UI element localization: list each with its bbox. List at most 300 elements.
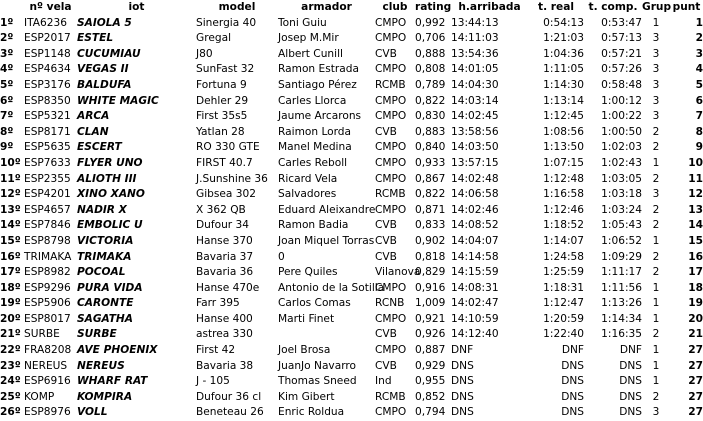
- club-cell: Ind: [375, 375, 392, 388]
- sail-number-cell: ESP8982: [24, 266, 71, 279]
- arrival-time-cell: DNF: [451, 344, 474, 357]
- model-cell: Dufour 34: [196, 219, 249, 232]
- model-cell: First 35s5: [196, 110, 248, 123]
- header-position: [0, 0, 24, 16]
- group-cell: 1: [652, 297, 660, 310]
- owner-cell: Joel Brosa: [278, 344, 331, 357]
- table-row: [0, 343, 703, 359]
- table-row: [0, 327, 703, 343]
- group-cell: 2: [652, 250, 660, 263]
- rating-cell: 0,818: [415, 250, 446, 263]
- club-cell: CVB: [375, 328, 397, 341]
- results-body: [0, 16, 703, 421]
- points-cell: 13: [688, 203, 703, 216]
- yacht-name-cell: PURA VIDA: [77, 281, 143, 294]
- owner-cell: Salvadores: [278, 188, 337, 201]
- table-row: [0, 125, 703, 141]
- sail-number-cell: ESP4634: [24, 63, 71, 76]
- group-cell: 2: [652, 328, 660, 341]
- position-cell: 12º: [0, 188, 21, 201]
- arrival-time-cell: DNS: [451, 390, 474, 403]
- owner-cell: Santiago Pérez: [278, 78, 357, 91]
- points-cell: 18: [688, 281, 703, 294]
- points-cell: 8: [695, 125, 703, 138]
- real-time-cell: 1:13:14: [543, 94, 584, 107]
- club-cell: CMPO: [375, 63, 407, 76]
- header-row: [0, 0, 703, 16]
- model-cell: Dehler 29: [196, 94, 249, 107]
- real-time-cell: DNS: [561, 390, 584, 403]
- group-cell: 2: [652, 172, 660, 185]
- real-time-cell: 1:18:31: [543, 281, 584, 294]
- rating-cell: 0,830: [415, 110, 446, 123]
- sail-number-cell: ESP9296: [24, 281, 71, 294]
- points-cell: 9: [695, 141, 703, 154]
- real-time-cell: 1:24:58: [543, 250, 584, 263]
- position-cell: 26º: [0, 406, 21, 419]
- group-cell: 1: [652, 234, 660, 247]
- corrected-time-cell: 0:58:48: [601, 78, 642, 91]
- points-cell: 12: [688, 188, 703, 201]
- points-cell: 3: [695, 47, 703, 60]
- yacht-name-cell: NADIR X: [77, 203, 127, 216]
- table-row: [0, 390, 703, 406]
- header-points: punt: [672, 1, 701, 13]
- model-cell: SunFast 32: [196, 63, 255, 76]
- position-cell: 18º: [0, 281, 21, 294]
- model-cell: Bavaria 36: [196, 266, 254, 279]
- rating-cell: 0,833: [415, 219, 446, 232]
- table-row: [0, 374, 703, 390]
- table-row: [0, 281, 703, 297]
- yacht-name-cell: ALIOTH III: [77, 172, 137, 185]
- arrival-time-cell: 14:11:03: [451, 32, 499, 45]
- corrected-time-cell: 1:00:22: [601, 110, 642, 123]
- model-cell: X 362 QB: [196, 203, 246, 216]
- yacht-name-cell: NEREUS: [77, 359, 125, 372]
- sail-number-cell: ESP3176: [24, 78, 71, 91]
- yacht-name-cell: ESTEL: [77, 32, 114, 45]
- club-cell: CMPO: [375, 141, 407, 154]
- owner-cell: Carlos Comas: [278, 297, 351, 310]
- arrival-time-cell: 14:02:48: [451, 172, 499, 185]
- sail-number-cell: SURBE: [24, 328, 60, 341]
- arrival-time-cell: 14:12:40: [451, 328, 499, 341]
- arrival-time-cell: 14:15:59: [451, 266, 499, 279]
- points-cell: 21: [688, 328, 703, 341]
- real-time-cell: 1:20:59: [543, 312, 584, 325]
- model-cell: astrea 330: [196, 328, 253, 341]
- owner-cell: Josep M.Mir: [278, 32, 339, 45]
- points-cell: 1: [695, 16, 703, 29]
- rating-cell: 0,829: [415, 266, 446, 279]
- group-cell: 2: [652, 266, 660, 279]
- points-cell: 4: [695, 63, 703, 76]
- rating-cell: 0,808: [415, 63, 446, 76]
- club-cell: RCNB: [375, 297, 405, 310]
- yacht-name-cell: CARONTE: [77, 297, 134, 310]
- arrival-time-cell: 14:03:14: [451, 94, 499, 107]
- arrival-time-cell: 14:04:30: [451, 78, 499, 91]
- sail-number-cell: ESP8017: [24, 312, 71, 325]
- position-cell: 1º: [0, 16, 14, 29]
- header-real-time: t. real: [538, 1, 574, 13]
- rating-cell: 0,840: [415, 141, 446, 154]
- owner-cell: Ramon Badia: [278, 219, 349, 232]
- corrected-time-cell: 1:14:34: [601, 312, 642, 325]
- points-cell: 5: [695, 78, 703, 91]
- group-cell: 1: [652, 359, 660, 372]
- corrected-time-cell: 0:53:47: [601, 16, 642, 29]
- yacht-name-cell: CLAN: [77, 125, 109, 138]
- corrected-time-cell: 1:00:50: [601, 125, 642, 138]
- table-header: [0, 0, 703, 16]
- corrected-time-cell: 1:03:24: [601, 203, 642, 216]
- model-cell: RO 330 GTE: [196, 141, 260, 154]
- table-row: [0, 156, 703, 172]
- table-row: [0, 109, 703, 125]
- club-cell: CMPO: [375, 406, 407, 419]
- yacht-name-cell: SURBE: [77, 328, 117, 341]
- header-corrected-time: t. comp.: [588, 1, 638, 13]
- points-cell: 17: [688, 266, 703, 279]
- table-row: [0, 218, 703, 234]
- model-cell: Fortuna 9: [196, 78, 247, 91]
- arrival-time-cell: 14:01:05: [451, 63, 499, 76]
- rating-cell: 0,926: [415, 328, 446, 341]
- corrected-time-cell: 0:57:13: [601, 32, 642, 45]
- group-cell: 1: [652, 312, 660, 325]
- points-cell: 27: [688, 406, 703, 419]
- group-cell: 2: [652, 125, 660, 138]
- real-time-cell: DNS: [561, 359, 584, 372]
- points-cell: 19: [688, 297, 703, 310]
- arrival-time-cell: 14:02:45: [451, 110, 499, 123]
- corrected-time-cell: 1:06:52: [601, 234, 642, 247]
- arrival-time-cell: 14:08:52: [451, 219, 499, 232]
- position-cell: 3º: [0, 47, 14, 60]
- group-cell: 3: [652, 47, 660, 60]
- sail-number-cell: ESP4657: [24, 203, 71, 216]
- corrected-time-cell: 1:00:12: [601, 94, 642, 107]
- sail-number-cell: ESP5321: [24, 110, 71, 123]
- table-row: [0, 31, 703, 47]
- real-time-cell: 1:12:47: [543, 297, 584, 310]
- position-cell: 5º: [0, 78, 14, 91]
- club-cell: CMPO: [375, 16, 407, 29]
- group-cell: 2: [652, 390, 660, 403]
- yacht-name-cell: SAGATHA: [77, 312, 133, 325]
- arrival-time-cell: DNS: [451, 359, 474, 372]
- real-time-cell: 1:18:52: [543, 219, 584, 232]
- corrected-time-cell: DNS: [619, 359, 642, 372]
- yacht-name-cell: EMBOLIC U: [77, 219, 143, 232]
- club-cell: CMPO: [375, 344, 407, 357]
- position-cell: 19º: [0, 297, 21, 310]
- table-row: [0, 312, 703, 328]
- points-cell: 20: [688, 312, 703, 325]
- sail-number-cell: ESP8976: [24, 406, 71, 419]
- real-time-cell: 1:21:03: [543, 32, 584, 45]
- table-row: [0, 187, 703, 203]
- owner-cell: Marti Finet: [278, 312, 335, 325]
- club-cell: CMPO: [375, 156, 407, 169]
- group-cell: 3: [652, 32, 660, 45]
- owner-cell: Joan Miquel Torras: [278, 234, 375, 247]
- position-cell: 22º: [0, 344, 21, 357]
- table-row: [0, 62, 703, 78]
- owner-cell: Raimon Lorda: [278, 125, 352, 138]
- yacht-name-cell: ESCERT: [77, 141, 122, 154]
- rating-cell: 0,887: [415, 344, 446, 357]
- model-cell: Gregal: [196, 32, 232, 45]
- position-cell: 7º: [0, 110, 14, 123]
- club-cell: CMPO: [375, 110, 407, 123]
- yacht-name-cell: POCOAL: [77, 266, 126, 279]
- club-cell: CVB: [375, 47, 397, 60]
- header-sail-number: nº vela: [29, 1, 72, 13]
- model-cell: J80: [196, 47, 213, 60]
- real-time-cell: DNS: [561, 375, 584, 388]
- model-cell: Hanse 470e: [196, 281, 260, 294]
- points-cell: 2: [695, 32, 703, 45]
- real-time-cell: 1:12:46: [543, 203, 584, 216]
- position-cell: 6º: [0, 94, 14, 107]
- rating-cell: 0,871: [415, 203, 446, 216]
- group-cell: 3: [652, 406, 660, 419]
- corrected-time-cell: 1:02:03: [601, 141, 642, 154]
- corrected-time-cell: 0:57:26: [601, 63, 642, 76]
- real-time-cell: 1:12:45: [543, 110, 584, 123]
- yacht-name-cell: VICTORIA: [77, 234, 134, 247]
- points-cell: 27: [688, 344, 703, 357]
- owner-cell: [278, 327, 375, 343]
- position-cell: 2º: [0, 32, 14, 45]
- rating-cell: 0,902: [415, 234, 446, 247]
- position-cell: 23º: [0, 359, 21, 372]
- club-cell: CMPO: [375, 203, 407, 216]
- owner-cell: Albert Cunill: [278, 47, 343, 60]
- header-club: club: [382, 1, 408, 13]
- table-row: [0, 78, 703, 94]
- arrival-time-cell: 14:10:59: [451, 312, 499, 325]
- yacht-name-cell: ARCA: [77, 110, 110, 123]
- corrected-time-cell: 1:03:18: [601, 188, 642, 201]
- arrival-time-cell: 14:02:47: [451, 297, 499, 310]
- sail-number-cell: ITA6236: [24, 16, 67, 29]
- sail-number-cell: TRIMAKA: [24, 250, 72, 263]
- owner-cell: Thomas Sneed: [278, 375, 357, 388]
- owner-cell: Carles Reboll: [278, 156, 348, 169]
- real-time-cell: 1:11:05: [543, 63, 584, 76]
- owner-cell: 0: [278, 250, 285, 263]
- table-row: [0, 296, 703, 312]
- corrected-time-cell: DNS: [619, 406, 642, 419]
- position-cell: 11º: [0, 172, 21, 185]
- points-cell: 11: [688, 172, 703, 185]
- club-cell: CVB: [375, 219, 397, 232]
- yacht-name-cell: FLYER UNO: [77, 156, 143, 169]
- corrected-time-cell: DNF: [619, 344, 642, 357]
- owner-cell: JuanJo Navarro: [278, 359, 356, 372]
- owner-cell: Toni Guiu: [278, 16, 327, 29]
- sail-number-cell: ESP2017: [24, 32, 71, 45]
- position-cell: 9º: [0, 141, 14, 154]
- club-cell: CVB: [375, 125, 397, 138]
- table-row: [0, 359, 703, 375]
- arrival-time-cell: 14:08:31: [451, 281, 499, 294]
- yacht-name-cell: AVE PHOENIX: [77, 344, 158, 357]
- club-cell: CVB: [375, 250, 397, 263]
- real-time-cell: 1:04:36: [543, 47, 584, 60]
- group-cell: 3: [652, 63, 660, 76]
- rating-cell: 0,822: [415, 94, 446, 107]
- corrected-time-cell: 1:13:26: [601, 297, 642, 310]
- corrected-time-cell: 1:05:43: [601, 219, 642, 232]
- club-cell: RCMB: [375, 78, 406, 91]
- club-cell: RCMB: [375, 188, 406, 201]
- corrected-time-cell: 0:57:21: [601, 47, 642, 60]
- real-time-cell: DNS: [561, 406, 584, 419]
- club-cell: CMPO: [375, 94, 407, 107]
- position-cell: 15º: [0, 234, 21, 247]
- arrival-time-cell: 13:58:56: [451, 125, 499, 138]
- group-cell: 3: [652, 110, 660, 123]
- club-cell: CMPO: [375, 312, 407, 325]
- group-cell: 2: [652, 219, 660, 232]
- club-cell: CVB: [375, 234, 397, 247]
- corrected-time-cell: 1:03:05: [601, 172, 642, 185]
- table-row: [0, 265, 703, 281]
- arrival-time-cell: 14:14:58: [451, 250, 499, 263]
- model-cell: FIRST 40.7: [196, 156, 253, 169]
- corrected-time-cell: DNS: [619, 390, 642, 403]
- rating-cell: 0,955: [415, 375, 446, 388]
- table-row: [0, 250, 703, 266]
- points-cell: 10: [688, 156, 703, 169]
- rating-cell: 1,009: [415, 297, 446, 310]
- model-cell: J.Sunshine 36: [196, 172, 268, 185]
- arrival-time-cell: 13:54:36: [451, 47, 499, 60]
- header-yacht: iot: [128, 1, 145, 13]
- rating-cell: 0,822: [415, 188, 446, 201]
- header-arrival: h.arribada: [458, 1, 521, 13]
- rating-cell: 0,921: [415, 312, 446, 325]
- rating-cell: 0,929: [415, 359, 446, 372]
- model-cell: Hanse 400: [196, 312, 253, 325]
- model-cell: Farr 395: [196, 297, 240, 310]
- real-time-cell: 1:08:56: [543, 125, 584, 138]
- arrival-time-cell: DNS: [451, 406, 474, 419]
- group-cell: 2: [652, 203, 660, 216]
- group-cell: 3: [652, 94, 660, 107]
- points-cell: 27: [688, 390, 703, 403]
- yacht-name-cell: CUCUMIAU: [77, 47, 141, 60]
- sail-number-cell: ESP8798: [24, 234, 71, 247]
- corrected-time-cell: 1:02:43: [601, 156, 642, 169]
- model-cell: Dufour 36 cl: [196, 390, 262, 403]
- group-cell: 1: [652, 156, 660, 169]
- rating-cell: 0,933: [415, 156, 446, 169]
- owner-cell: Kim Gibert: [278, 390, 335, 403]
- club-cell: Vilanova: [375, 266, 421, 279]
- position-cell: 8º: [0, 125, 14, 138]
- header-model: model: [218, 1, 256, 13]
- rating-cell: 0,706: [415, 32, 446, 45]
- position-cell: 10º: [0, 156, 21, 169]
- real-time-cell: DNF: [561, 344, 584, 357]
- rating-cell: 0,867: [415, 172, 446, 185]
- corrected-time-cell: DNS: [619, 375, 642, 388]
- model-cell: J - 105: [196, 375, 230, 388]
- table-row: [0, 234, 703, 250]
- points-cell: 16: [688, 250, 703, 263]
- arrival-time-cell: 13:57:15: [451, 156, 499, 169]
- club-cell: CVB: [375, 359, 397, 372]
- points-cell: 6: [695, 94, 703, 107]
- group-cell: 1: [652, 344, 660, 357]
- sail-number-cell: ESP1148: [24, 47, 71, 60]
- arrival-time-cell: DNS: [451, 375, 474, 388]
- owner-cell: Eduard Aleixandre: [278, 203, 376, 216]
- group-cell: 3: [652, 188, 660, 201]
- yacht-name-cell: XINO XANO: [77, 188, 145, 201]
- sail-number-cell: ESP5635: [24, 141, 71, 154]
- sail-number-cell: KOMP: [24, 390, 55, 403]
- header-group: Grup: [642, 1, 672, 13]
- header-rating: rating: [415, 1, 452, 13]
- rating-cell: 0,789: [415, 78, 446, 91]
- real-time-cell: 1:13:50: [543, 141, 584, 154]
- position-cell: 21º: [0, 328, 21, 341]
- owner-cell: Ramon Estrada: [278, 63, 359, 76]
- yacht-name-cell: TRIMAKA: [77, 250, 132, 263]
- group-cell: 3: [652, 78, 660, 91]
- club-cell: CMPO: [375, 281, 407, 294]
- owner-cell: Manel Medina: [278, 141, 352, 154]
- real-time-cell: 1:14:30: [543, 78, 584, 91]
- model-cell: Bavaria 38: [196, 359, 254, 372]
- arrival-time-cell: 14:02:46: [451, 203, 499, 216]
- arrival-time-cell: 14:04:07: [451, 234, 499, 247]
- table-row: [0, 405, 703, 421]
- group-cell: 1: [652, 375, 660, 388]
- table-row: [0, 16, 703, 32]
- rating-cell: 0,794: [415, 406, 446, 419]
- yacht-name-cell: SAIOLA 5: [77, 16, 132, 29]
- club-cell: CMPO: [375, 172, 407, 185]
- position-cell: 14º: [0, 219, 21, 232]
- rating-cell: 0,916: [415, 281, 446, 294]
- yacht-name-cell: VOLL: [77, 406, 108, 419]
- real-time-cell: 1:12:48: [543, 172, 584, 185]
- real-time-cell: 1:25:59: [543, 266, 584, 279]
- position-cell: 20º: [0, 312, 21, 325]
- points-cell: 14: [688, 219, 703, 232]
- rating-cell: 0,883: [415, 125, 446, 138]
- arrival-time-cell: 14:03:50: [451, 141, 499, 154]
- table-row: [0, 172, 703, 188]
- model-cell: Beneteau 26: [196, 406, 264, 419]
- header-owner: armador: [301, 1, 352, 13]
- sail-number-cell: ESP5906: [24, 297, 71, 310]
- rating-cell: 0,888: [415, 47, 446, 60]
- model-cell: Sinergia 40: [196, 16, 257, 29]
- owner-cell: Ricard Vela: [278, 172, 338, 185]
- owner-cell: Enric Roldua: [278, 406, 345, 419]
- real-time-cell: 1:14:07: [543, 234, 584, 247]
- sail-number-cell: ESP6916: [24, 375, 71, 388]
